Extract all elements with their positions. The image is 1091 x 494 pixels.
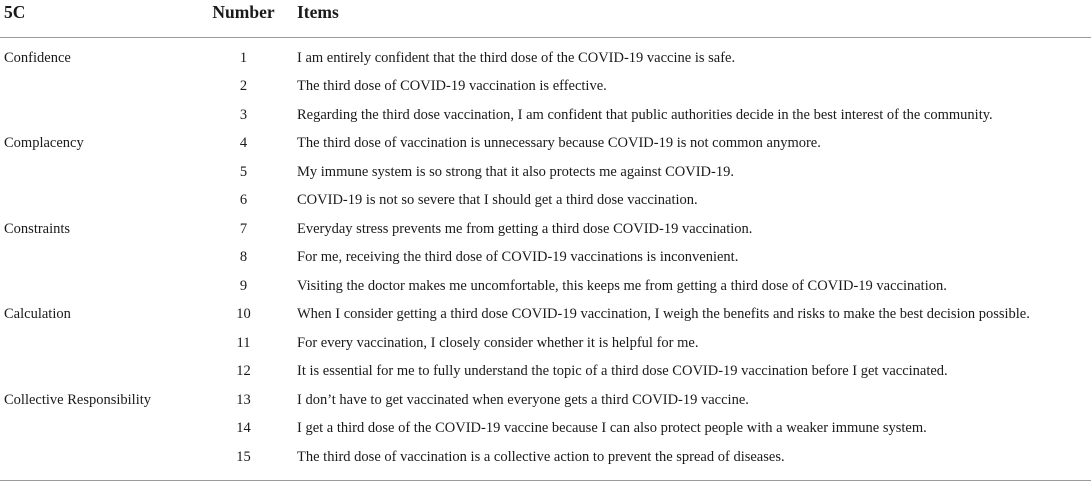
table-row (0, 244, 1091, 273)
number-cell: 8 (239, 249, 248, 266)
number-cell: 1 (239, 49, 248, 66)
table-row (0, 415, 1091, 444)
table-row (0, 130, 1091, 159)
item-cell: Visiting the doctor makes me uncomfortable, this keeps me from getting a third dose of COVID-19 vaccination. (297, 277, 947, 294)
number-cell: 5 (239, 163, 248, 180)
item-cell: The third dose of vaccination is unnecessary because COVID-19 is not common anymore. (297, 135, 821, 152)
header-row (0, 0, 1091, 38)
category-cell: Collective Responsibility (4, 391, 152, 408)
table-row (0, 272, 1091, 301)
category-cell (0, 244, 190, 273)
item-cell: Regarding the third dose vaccination, I am confident that public authorities decide in the best interest of the community. (297, 106, 993, 123)
number-cell: 9 (239, 277, 248, 294)
item-cell: I am entirely confident that the third dose of the COVID-19 vaccine is safe. (297, 49, 736, 66)
item-cell: Everyday stress prevents me from getting a third dose COVID-19 vaccination. (297, 220, 753, 237)
item-cell: When I consider getting a third dose COVID-19 vaccination, I weigh the benefits and risks to make the best decision possible. (297, 306, 1030, 323)
item-cell: For me, receiving the third dose of COVID-19 vaccinations is inconvenient. (297, 249, 739, 266)
item-cell: For every vaccination, I closely consider whether it is helpful for me. (297, 334, 699, 351)
category-cell (0, 272, 190, 301)
number-cell: 4 (239, 135, 248, 152)
item-cell: The third dose of COVID-19 vaccination is effective. (297, 78, 607, 95)
category-cell (0, 329, 190, 358)
category-cell (0, 415, 190, 444)
category-cell: Complacency (4, 135, 84, 152)
table-row (0, 73, 1091, 102)
table-row (0, 38, 1091, 73)
category-cell (0, 101, 190, 130)
header-items: Items (297, 0, 1091, 38)
table-row (0, 329, 1091, 358)
category-cell: Confidence (4, 49, 71, 66)
table-row (0, 443, 1091, 480)
number-cell: 15 (190, 443, 297, 480)
header-5c: 5C (0, 0, 190, 38)
item-cell: My immune system is so strong that it also protects me against COVID-19. (297, 163, 734, 180)
category-cell (0, 443, 190, 480)
number-cell: 2 (239, 78, 248, 95)
item-cell: The third dose of vaccination is a collective action to prevent the spread of diseases. (297, 443, 1091, 480)
category-cell: Constraints (4, 220, 71, 237)
number-cell: 13 (236, 391, 251, 408)
category-cell: Calculation (4, 306, 71, 323)
item-cell: I get a third dose of the COVID-19 vaccine because I can also protect people with a weaker immune system. (297, 420, 927, 437)
number-cell: 7 (239, 220, 248, 237)
item-cell: It is essential for me to fully understand the topic of a third dose COVID-19 vaccination before I get vaccinated. (297, 363, 948, 380)
header-number: Number (190, 0, 297, 38)
category-cell (0, 73, 190, 102)
number-cell: 11 (236, 334, 251, 351)
number-cell: 6 (239, 192, 248, 209)
table-row (0, 215, 1091, 244)
table-row (0, 301, 1091, 330)
number-cell: 14 (236, 420, 251, 437)
table-row (0, 101, 1091, 130)
item-cell: I don’t have to get vaccinated when everyone gets a third COVID-19 vaccine. (297, 391, 749, 408)
table-body (0, 38, 1091, 481)
category-cell (0, 358, 190, 387)
table-row (0, 187, 1091, 216)
number-cell: 12 (236, 363, 251, 380)
number-cell: 10 (236, 306, 251, 323)
table-header (0, 0, 1091, 38)
item-cell: COVID-19 is not so severe that I should get a third dose vaccination. (297, 192, 698, 209)
table-row (0, 158, 1091, 187)
category-cell (0, 187, 190, 216)
table-row (0, 386, 1091, 415)
table-row (0, 358, 1091, 387)
category-cell (0, 158, 190, 187)
number-cell: 3 (239, 106, 248, 123)
